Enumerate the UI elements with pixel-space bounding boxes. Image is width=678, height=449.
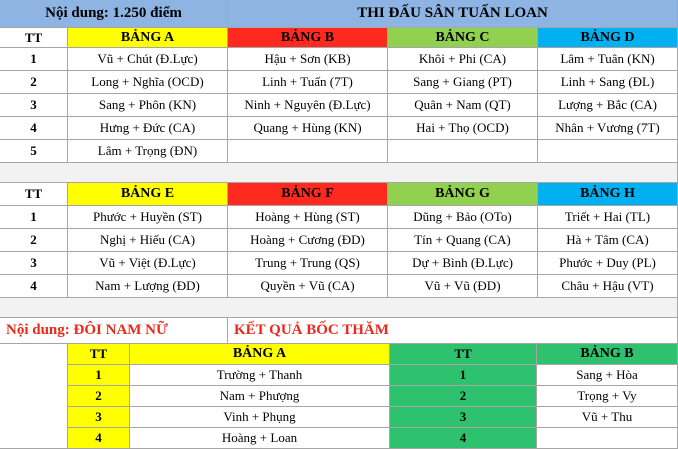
table1-cell[interactable]: Sang + Phôn (KN) <box>68 94 228 117</box>
table3-pair-b[interactable]: Trọng + Vy <box>537 386 678 407</box>
table2-cell[interactable]: Hoàng + Hùng (ST) <box>228 206 388 229</box>
table1-cell[interactable]: Linh + Tuấn (7T) <box>228 71 388 94</box>
table1-cell[interactable]: Nhân + Vương (7T) <box>538 117 678 140</box>
table2-cell[interactable]: Trung + Trung (QS) <box>228 252 388 275</box>
table1-cell[interactable]: Lượng + Bắc (CA) <box>538 94 678 117</box>
table3-tt-b[interactable]: 4 <box>390 428 537 449</box>
table1-cell[interactable] <box>538 140 678 163</box>
table1-cell[interactable]: Ninh + Nguyên (Đ.Lực) <box>228 94 388 117</box>
event-title[interactable]: THI ĐẤU SÂN TUẤN LOAN <box>228 0 678 28</box>
table2-row-tt[interactable]: 2 <box>0 229 68 252</box>
table2-group-header-3[interactable]: BẢNG H <box>538 183 678 206</box>
table1-cell[interactable]: Lâm + Tuân (KN) <box>538 48 678 71</box>
table1-tt-header[interactable]: TT <box>0 28 68 48</box>
table2-cell[interactable]: Hà + Tâm (CA) <box>538 229 678 252</box>
table3-pair-a[interactable]: Hoàng + Loan <box>130 428 390 449</box>
table2-row-tt[interactable]: 3 <box>0 252 68 275</box>
table1-cell[interactable]: Lâm + Trọng (ĐN) <box>68 140 228 163</box>
table2-cell[interactable]: Triết + Hai (TL) <box>538 206 678 229</box>
table2-group-header-2[interactable]: BẢNG G <box>388 183 538 206</box>
table1-cell[interactable]: Quang + Hùng (KN) <box>228 117 388 140</box>
table3-pair-b[interactable]: Vũ + Thu <box>537 407 678 428</box>
table1-cell[interactable]: Khôi + Phi (CA) <box>388 48 538 71</box>
table2-tt-header[interactable]: TT <box>0 183 68 206</box>
table1-row-tt[interactable]: 4 <box>0 117 68 140</box>
table1-cell[interactable] <box>228 140 388 163</box>
table3-pair-a[interactable]: Vinh + Phụng <box>130 407 390 428</box>
table3-tt-b[interactable]: 2 <box>390 386 537 407</box>
table2-group-header-1[interactable]: BẢNG F <box>228 183 388 206</box>
table2-cell[interactable]: Dũng + Bảo (OTo) <box>388 206 538 229</box>
table2-cell[interactable]: Tín + Quang (CA) <box>388 229 538 252</box>
content-title[interactable]: Nội dung: 1.250 điểm <box>0 0 228 28</box>
draw-result-title[interactable]: KẾT QUẢ BỐC THĂM <box>228 318 678 344</box>
table1-cell[interactable] <box>388 140 538 163</box>
table1-row-tt[interactable]: 3 <box>0 94 68 117</box>
spacer-row[interactable] <box>0 163 678 183</box>
table3-pair-b[interactable]: Sang + Hòa <box>537 365 678 386</box>
table3-tt-a-header[interactable]: TT <box>68 344 130 365</box>
spacer-row[interactable] <box>0 298 678 318</box>
table1-cell[interactable]: Hưng + Đức (CA) <box>68 117 228 140</box>
table1-row-tt[interactable]: 1 <box>0 48 68 71</box>
table1-cell[interactable]: Quân + Nam (QT) <box>388 94 538 117</box>
table3-tt-b[interactable]: 3 <box>390 407 537 428</box>
table3-group-b-header[interactable]: BẢNG B <box>537 344 678 365</box>
table2-cell[interactable]: Nam + Lượng (ĐD) <box>68 275 228 298</box>
table3-tt-b-header[interactable]: TT <box>390 344 537 365</box>
table2-row-tt[interactable]: 1 <box>0 206 68 229</box>
table1-cell[interactable]: Linh + Sang (ĐL) <box>538 71 678 94</box>
table1-cell[interactable]: Sang + Giang (PT) <box>388 71 538 94</box>
table3-tt-a[interactable]: 1 <box>68 365 130 386</box>
table3-pair-a[interactable]: Trường + Thanh <box>130 365 390 386</box>
table3-tt-a[interactable]: 4 <box>68 428 130 449</box>
table1-cell[interactable]: Long + Nghĩa (OCD) <box>68 71 228 94</box>
table3-tt-a[interactable]: 2 <box>68 386 130 407</box>
table2-cell[interactable]: Phước + Huyền (ST) <box>68 206 228 229</box>
table2-cell[interactable]: Quyền + Vũ (CA) <box>228 275 388 298</box>
table2-row-tt[interactable]: 4 <box>0 275 68 298</box>
table3-tt-a[interactable]: 3 <box>68 407 130 428</box>
table2-cell[interactable]: Phước + Duy (PL) <box>538 252 678 275</box>
table1-row-tt[interactable]: 2 <box>0 71 68 94</box>
table2-cell[interactable]: Nghị + Hiếu (CA) <box>68 229 228 252</box>
table1-group-header-0[interactable]: BẢNG A <box>68 28 228 48</box>
table3-pair-b[interactable] <box>537 428 678 449</box>
table1-cell[interactable]: Hai + Thọ (OCD) <box>388 117 538 140</box>
table2-cell[interactable]: Vũ + Vũ (ĐD) <box>388 275 538 298</box>
table1-cell[interactable]: Vũ + Chút (Đ.Lực) <box>68 48 228 71</box>
table2-cell[interactable]: Hoàng + Cương (ĐD) <box>228 229 388 252</box>
table3-pair-a[interactable]: Nam + Phượng <box>130 386 390 407</box>
table3-left-blank[interactable] <box>0 344 68 449</box>
table2-cell[interactable]: Dự + Bình (Đ.Lực) <box>388 252 538 275</box>
mixed-content-title[interactable]: Nội dung: ĐÔI NAM NỮ <box>0 318 228 344</box>
table1-cell[interactable]: Hậu + Sơn (KB) <box>228 48 388 71</box>
table2-cell[interactable]: Vũ + Việt (Đ.Lực) <box>68 252 228 275</box>
table2-cell[interactable]: Châu + Hậu (VT) <box>538 275 678 298</box>
table1-group-header-2[interactable]: BẢNG C <box>388 28 538 48</box>
table2-group-header-0[interactable]: BẢNG E <box>68 183 228 206</box>
table1-group-header-1[interactable]: BẢNG B <box>228 28 388 48</box>
table3-group-a-header[interactable]: BẢNG A <box>130 344 390 365</box>
table1-row-tt[interactable]: 5 <box>0 140 68 163</box>
table1-group-header-3[interactable]: BẢNG D <box>538 28 678 48</box>
table3-tt-b[interactable]: 1 <box>390 365 537 386</box>
